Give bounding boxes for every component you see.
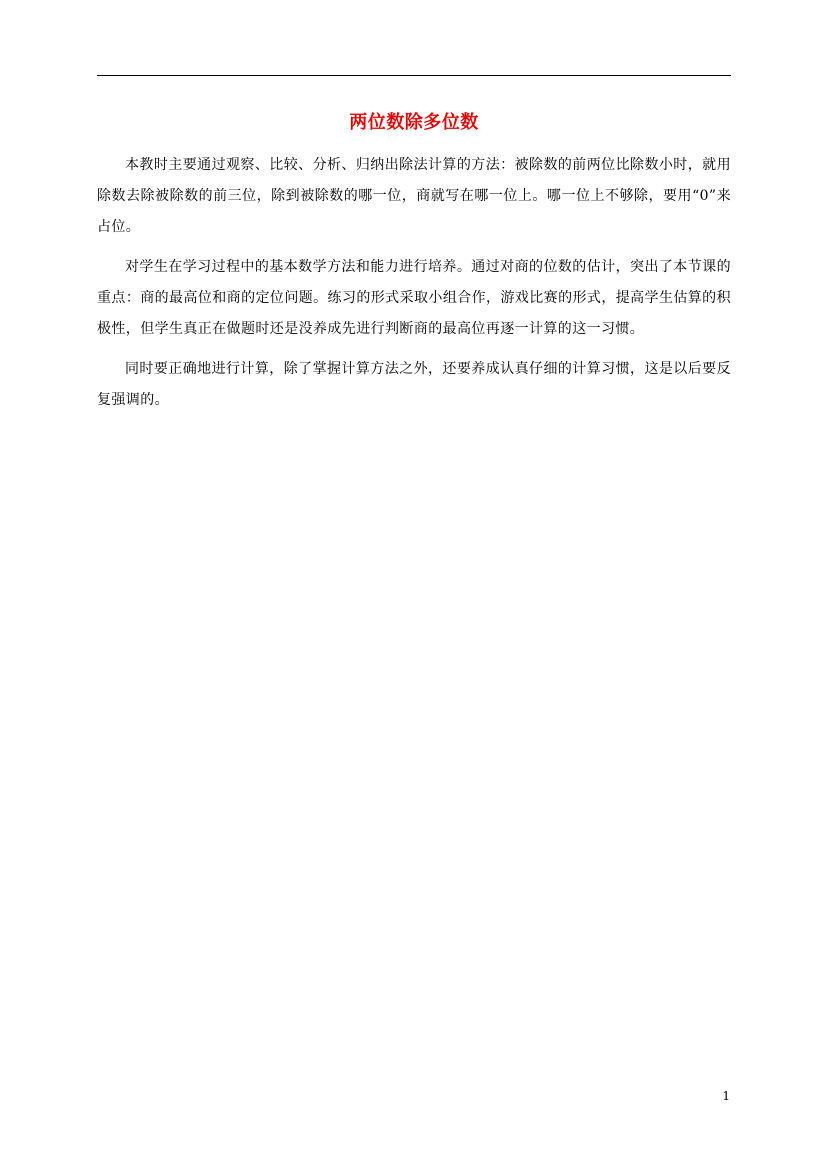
paragraph-3: 同时要正确地进行计算，除了掌握计算方法之外，还要养成认真仔细的计算习惯，这是以后要反复强调的。: [97, 361, 731, 408]
paragraph-1: 本教时主要通过观察、比较、分析、归纳出除法计算的方法：被除数的前两位比除数小时，就用除数去除被除数的前三位，除到被除数的哪一位，商就写在哪一位上。哪一位上不够除，要用“0”来占位。: [97, 157, 732, 235]
paragraph-2: 对学生在学习过程中的基本数学方法和能力进行培养。通过对商的位数的估计，突出了本节课的重点：商的最高位和商的定位问题。练习的形式采取小组合作，游戏比赛的形式，提高学生估算的积极性，但学生真正在做题时还是没养成先进行判断商的最高位再逐一计算的这一习惯。: [97, 259, 731, 337]
document-body: [97, 150, 731, 416]
header-rule: [97, 75, 731, 76]
page-number: 1: [722, 1089, 730, 1103]
document-title: 两位数除多位数: [349, 112, 479, 133]
